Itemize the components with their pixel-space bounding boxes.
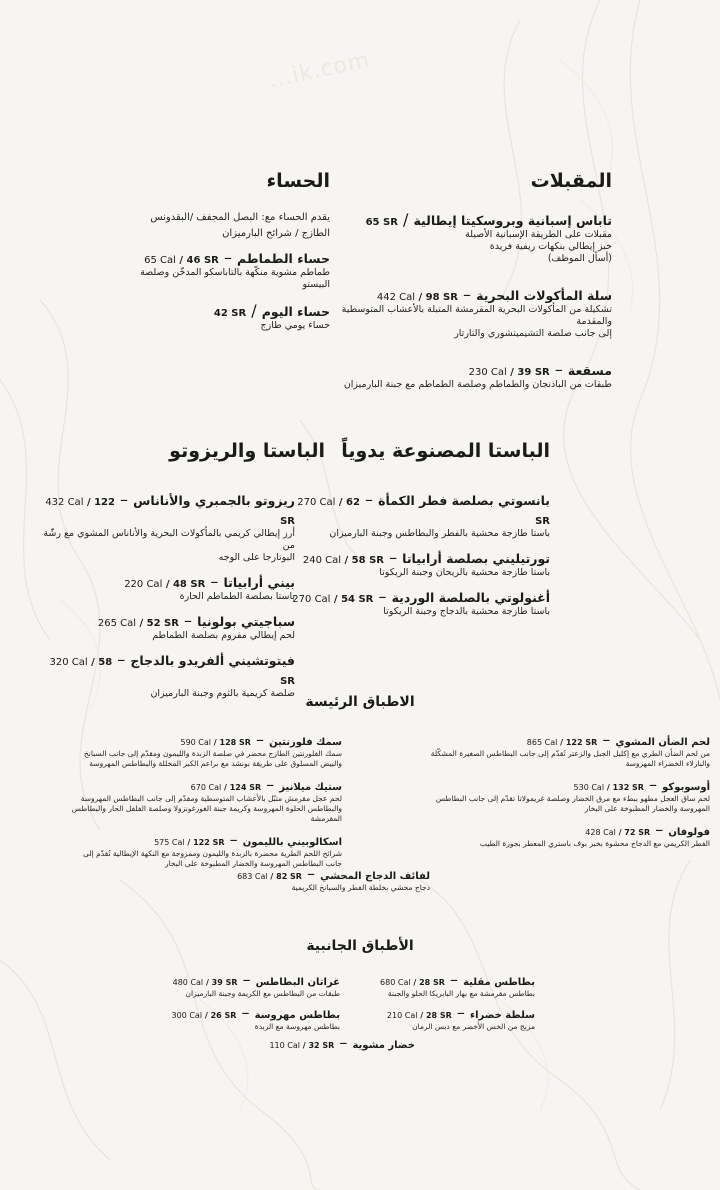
menu-item: مسقعة – 230 Cal / 39 SR طبقات من الباذنجان والطماطم وصلصة الطماطم مع جبنة البارميزان [312,360,612,391]
item-name: غراتان البطاطس [255,977,340,988]
item-description: مزيج من الخس الأخضر مع دبس الرمان [412,1022,535,1031]
soups-intro: الطازج / شرائح البارميزان [222,228,330,239]
item-price: 320 Cal / 58 SR [49,657,295,687]
menu-item: اسكالوبيني بالليمون – 575 Cal / 122 SR شرائح اللحم الطرية محضرة بالزبدة والليمون وممزوجة مع النكهة الإيطالية تُقدّم إلى جانب البطاطس المهروسة والخضار المطبوخة على البخار [12,830,342,869]
watermark-text: ...ik.com [266,47,373,94]
item-description: دجاج محشي بخلطة الفطر والسبانخ الكريمية [291,883,430,892]
item-name: سلة المأكولات البحرية [476,288,612,303]
side-dishes-center-item: خضار مشوية – 110 Cal / 32 SR [269,1033,415,1052]
item-description: طبقات من البطاطس مع الكريمة وجبنة البارميزان [185,989,340,998]
item-price: 210 Cal / 28 SR [386,1011,452,1020]
item-description: باستا طازجة محشية بالفطر والبطاطس وجبنة البارميزان [329,528,550,539]
menu-item: سلطة خضراء – 210 Cal / 28 SR مزيج من الخس الأخضر مع دبس الرمان [360,1003,535,1032]
main-dishes-title: الاطباق الرئيسة [305,694,415,710]
appetizers-section [342,170,612,391]
item-price: 270 Cal / 62 SR [297,497,550,527]
menu-item: أوسوبوكو – 530 Cal / 132 SR لحم ساق العجل مطهو ببطء مع مرق الخضار وصلصة غريمولاتا تقدّم إلى جانب البطاطس المهروسة والخضار المطبوخة على البخار [380,775,710,814]
soups-section [110,170,330,332]
item-name: لفائف الدجاج المحشي [320,871,430,882]
item-price: 240 Cal / 58 SR [302,555,384,566]
item-description: بطاطس مهروسة مع الزبدة [254,1022,340,1031]
item-description: من لحم الضأن الطري مع إكليل الجبل والزعتر تُقدّم إلى جانب البطاطس الصغيرة المشكّلة [430,749,710,758]
item-price: 670 Cal / 124 SR [190,783,262,792]
item-description: طبقات من الباذنجان والطماطم وصلصة الطماطم مع جبنة البارميزان [343,379,612,390]
appetizers-title: المقبلات [530,170,612,192]
menu-item: ريزوتو بالجمبري والأناناس – 432 Cal / 122 SR أرز إيطالي كريمي بالمأكولات البحرية والأناناس المشوي مع رشّة من البوتارجا على الوجه [35,490,295,564]
soups-intro: يقدم الحساء مع: البصل المجفف /البقدونس [150,212,330,223]
item-description: والبازلاء الخضراء المهروسة [625,759,710,768]
item-description: لحم إيطالي مفروم بصلصة الطماطم [152,630,295,641]
side-dishes-left-column [165,970,340,1032]
item-description: والبيض المسلوق على طريقة بونشد مع براعم الكبر المخللة والبطاطس المهروسة [89,759,342,768]
item-description: طماطم مشوية منكّهة بالتاباسكو المدخّن وصلصة [140,267,330,278]
item-description: إلى جانب صلصة التشيميتشوري والتارتار [454,328,612,339]
item-description: المقرمشة [310,814,342,823]
menu-item: حساء اليوم / 42 SR حساء يومي طازج [110,301,330,332]
item-description: مقبلات على الطريقة الإسبانية الأصيلة [465,229,612,240]
menu-item: حساء الطماطم – 65 Cal / 46 SR طماطم مشوية منكّهة بالتاباسكو المدخّن وصلصة البيستو [110,248,330,291]
main-dishes-header [0,694,720,710]
item-price: 590 Cal / 128 SR [180,738,251,747]
item-description: حساء يومي طازج [260,320,330,331]
menu-item: بيني أرابياتا – 220 Cal / 48 SR باستا بصلصة الطماطم الحارة [35,572,295,603]
item-name: حساء اليوم [261,304,330,319]
item-name: بانسوتي بصلصة فطر الكمأة [378,493,550,508]
menu-item: تورتيليني بصلصة أرابياتا – 240 Cal / 58 SR باستا طازجة محشية بالريحان وجبنة الريكوتا [280,548,550,579]
menu-item: سمك فلورنتين – 590 Cal / 128 SR سمك الفلورنتين الطازج محضر في صلصة الزبدة والليمون ومقدّم إلى جانب السبانخ والبيض المسلوق على طريقة بونشد مع براعم الكبر المخللة والبطاطس المهروسة [12,730,342,769]
item-price: 270 Cal / 54 SR [292,594,374,605]
item-price: 300 Cal / 26 SR [171,1011,237,1020]
main-dishes-center-item: لفائف الدجاج المحشي – 683 Cal / 82 SR دجاج محشي بخلطة الفطر والسبانخ الكريمية [180,864,430,893]
side-dishes-title: الأطباق الجانبية [306,938,414,954]
item-name: سباجيتي بولونيا [197,614,295,629]
side-dishes-right-column [360,970,535,1032]
menu-item: بطاطس مهروسة – 300 Cal / 26 SR بطاطس مهروسة مع الزبدة [165,1003,340,1032]
item-description: خبز إيطالي بنكهات ريفية فريدة [489,241,612,252]
item-price: 230 Cal / 39 SR [468,367,550,378]
item-price: 480 Cal / 39 SR [172,978,238,987]
item-name: بطاطس مهروسة [254,1010,340,1021]
pasta-risotto-title: الباستا والريزوتو [169,440,325,462]
item-description: صلصة كريمية بالثوم وجبنة البارميزان [150,688,295,699]
item-price: 432 Cal / 122 SR [45,497,295,527]
menu-item: فيتوتشيني ألفريدو بالدجاج – 320 Cal / 58 SR صلصة كريمية بالثوم وجبنة البارميزان [35,650,295,700]
item-price: 680 Cal / 28 SR [380,978,445,987]
item-price: 220 Cal / 48 SR [124,579,206,590]
item-price: 65 SR [365,217,398,228]
item-price: 683 Cal / 82 SR [237,872,302,881]
item-name: سمك فلورنتين [269,737,342,748]
item-name: أغنولوتي بالصلصة الوردية [391,590,550,605]
side-dishes-header [0,938,720,954]
menu-item: سباجيتي بولونيا – 265 Cal / 52 SR لحم إيطالي مفروم بصلصة الطماطم [35,611,295,642]
item-price: 428 Cal / 72 SR [585,828,651,837]
item-name: بطاطس مقلية [463,977,535,988]
menu-item: فولوفان – 428 Cal / 72 SR الفطر الكريمي مع الدجاج محشوة بخبز بوف باستري المعطر بجوزة الطيب [380,820,710,849]
item-name: أوسوبوكو [662,782,710,793]
menu-item: سلة المأكولات البحرية – 442 Cal / 98 SR تشكيلة من المأكولات البحرية المقرمشة المتبلة بالأعشاب المتوسطية والمقدمة إلى جانب صلصة التشيميتشوري والتارتار [312,285,612,340]
menu-item: بطاطس مقلية – 680 Cal / 28 SR بطاطس مقرمشة مع بهار البابريكا الحلو والجبنة [360,970,535,999]
main-dishes-right-column [380,730,710,849]
item-description: البوتارجا على الوجه [218,552,295,563]
menu-item: بانسوتي بصلصة فطر الكمأة – 270 Cal / 62 SR باستا طازجة محشية بالفطر والبطاطس وجبنة البارميزان [280,490,550,540]
item-name: فيتوتشيني ألفريدو بالدجاج [130,653,295,668]
main-dishes-left-column [12,730,342,869]
item-name: اسكالوبيني بالليمون [242,837,342,848]
item-name: تاباس إسبانية وبروسكيتا إيطالية [413,213,612,228]
menu-item: أغنولوتي بالصلصة الوردية – 270 Cal / 54 SR باستا طازجة محشية بالدجاج وجبنة الريكوتا [280,587,550,618]
item-description: جانب البطاطس المهروسة والخضار المطبوخة على البخار [165,859,342,868]
item-name: فولوفان [668,827,710,838]
item-name: مسقعة [567,363,612,378]
item-name: حساء الطماطم [237,251,330,266]
item-price: 575 Cal / 122 SR [154,838,225,847]
item-description: باستا بصلصة الطماطم الحارة [179,591,295,602]
item-description: بطاطس مقرمشة مع بهار البابريكا الحلو والجبنة [387,989,535,998]
item-description: لحم عجل مقرمش متبّل بالأعشاب المتوسطية ومقدّم إلى جانب البطاطس المهروسة [80,794,342,803]
item-description: والبطاطس الحلوة المهروسة وكريمة جبنة الغورغونزولا وصلصة الفلفل الحار والبطاطس [71,804,342,813]
menu-item: لحم الضأن المشوي – 865 Cal / 122 SR من لحم الضأن الطري مع إكليل الجبل والزعتر تُقدّم إلى جانب البطاطس الصغيرة المشكّلة والبازلاء الخضراء المهروسة [380,730,710,769]
menu-item: ستيك ميلانيز – 670 Cal / 124 SR لحم عجل مقرمش متبّل بالأعشاب المتوسطية ومقدّم إلى جانب البطاطس المهروسة والبطاطس الحلوة المهروسة وكريمة جبنة الغورغونزولا وصلصة الفلفل الحار والبطاطس المقرمشة [12,775,342,824]
item-name: خضار مشوية [352,1040,415,1051]
item-name: سلطة خضراء [469,1010,535,1021]
item-name: لحم الضأن المشوي [615,737,710,748]
item-price: 865 Cal / 122 SR [526,738,598,747]
item-description: الفطر الكريمي مع الدجاج محشوة بخبز بوف باستري المعطر بجوزة الطيب [479,839,710,848]
item-description: البيستو [302,279,330,290]
item-description: شرائح اللحم الطرية محضرة بالزبدة والليمون وممزوجة مع النكهة الإيطالية تُقدّم إلى [83,849,342,858]
item-name: ستيك ميلانيز [279,782,342,793]
item-price: 442 Cal / 98 SR [376,292,458,303]
menu-item: تاباس إسبانية وبروسكيتا إيطالية / 65 SR مقبلات على الطريقة الإسبانية الأصيلة خبز إيطالي بنكهات ريفية فريدة (أسأل الموظف) [342,210,612,265]
item-price: 110 Cal / 32 SR [269,1041,335,1050]
item-name: تورتيليني بصلصة أرابياتا [402,551,550,566]
item-price: 530 Cal / 132 SR [573,783,644,792]
item-description: سمك الفلورنتين الطازج محضر في صلصة الزبدة والليمون ومقدّم إلى جانب السبانخ [83,749,342,758]
item-description: المهروسة والخضار المطبوخة على البخار [584,804,710,813]
item-price: 265 Cal / 52 SR [97,618,179,629]
soups-title: الحساء [266,170,330,192]
item-price: 42 SR [213,308,247,319]
item-description: (أسأل الموظف) [547,253,612,264]
item-name: بيني أرابياتا [223,575,295,590]
item-description: لحم ساق العجل مطهو ببطء مع مرق الخضار وصلصة غريمولاتا تقدّم إلى جانب البطاطس [435,794,710,803]
item-name: ريزوتو بالجمبري والأناناس [133,493,295,508]
item-description: باستا طازجة محشية بالدجاج وجبنة الريكوتا [383,606,550,617]
item-description: تشكيلة من المأكولات البحرية المقرمشة المتبلة بالأعشاب المتوسطية والمقدمة [341,304,612,327]
item-description: أرز إيطالي كريمي بالمأكولات البحرية والأناناس المشوي مع رشّة من [43,528,295,551]
item-description: باستا طازجة محشية بالريحان وجبنة الريكوتا [379,567,550,578]
item-price: 65 Cal / 46 SR [144,255,219,266]
pasta-risotto-section [35,440,325,700]
handmade-pasta-title: الباستا المصنوعة يدوياً [341,440,550,462]
menu-item: غراتان البطاطس – 480 Cal / 39 SR طبقات من البطاطس مع الكريمة وجبنة البارميزان [165,970,340,999]
